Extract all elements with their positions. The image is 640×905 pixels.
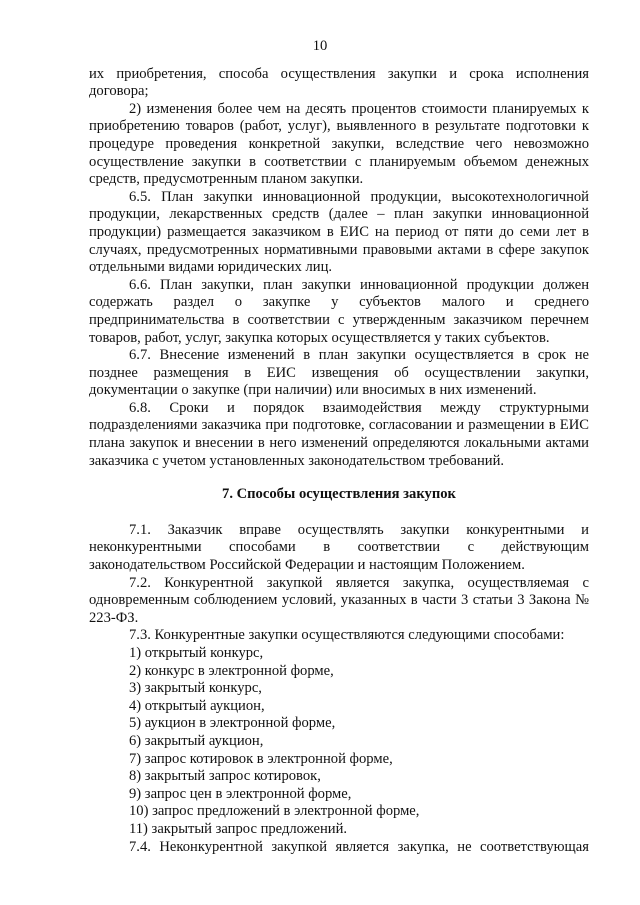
paragraph: 6.5. План закупки инновационной продукции, высокотехнологичной продукции, лекарственных средств (далее – план закупки инновационной продукции) размещается заказчиком в ЕИС на период от пяти до семи лет в случаях, предусмотренных нормативными правовыми актами в сфере закупок отдельными видами юридических лиц. [89,188,589,276]
list-item: 3) закрытый конкурс, [129,680,262,697]
paragraph: 2) изменения более чем на десять процентов стоимости планируемых к приобретению товаров (работ, услуг), выявленного в результате подготовки к процедуре проведения конкретной закупки, вследствие чего невозможно осуществление закупки в соответствии с планируемым объемом денежных средств, предусмотренным планом закупки. [89,100,589,188]
list-item: 5) аукцион в электронной форме, [129,715,336,732]
paragraph: 6.8. Сроки и порядок взаимодействия между структурными подразделениями заказчика при подготовке, согласовании и размещении в ЕИС плана закупок и внесении в него изменений определяются локальными актами заказчика с учетом установленных законодательством требований. [89,399,589,469]
list-item: 6) закрытый аукцион, [129,732,264,749]
list-item: 10) запрос предложений в электронной форме, [129,803,420,820]
list-item: 8) закрытый запрос котировок, [129,768,321,785]
paragraph: их приобретения, способа осуществления закупки и срока исполнения договора; [89,65,589,100]
list-item: 11) закрытый запрос предложений. [129,820,348,837]
paragraph: 6.7. Внесение изменений в план закупки осуществляется в срок не позднее размещения в ЕИС извещения об осуществлении закупки, документации о закупке (при наличии) или вносимых в них изменений. [89,347,589,399]
procurement-methods-list [89,645,589,839]
paragraph: 7.2. Конкурентной закупкой является закупка, осуществляемая с одновременным соблюдением условий, указанных в части 3 статьи 3 Закона № 223-ФЗ. [89,574,589,626]
paragraph: 7.4. Неконкурентной закупкой является закупка, не соответствующая [129,838,589,855]
paragraph: 7.1. Заказчик вправе осуществлять закупки конкурентными и неконкурентными способами в соответствии с действующим законодательством Российской Федерации и настоящим Положением. [89,521,589,574]
paragraphs-before [89,66,589,471]
list-item: 9) запрос цен в электронной форме, [129,785,352,802]
paragraph: 6.6. План закупки, план закупки инновационной продукции должен содержать раздел о закупке у субъектов малого и среднего предпринимательства в соответствии с утвержденным заказчиком перечнем товаров, работ, услуг, закупка которых осуществляется у таких субъектов. [89,276,589,346]
section-title: 7. Способы осуществления закупок [222,486,456,503]
paragraph: 7.3. Конкурентные закупки осуществляются следующими способами: [129,627,565,644]
list-item: 7) запрос котировок в электронной форме, [129,750,393,767]
page-number: 10 [312,38,328,54]
list-item: 4) открытый аукцион, [129,697,265,714]
list-item: 1) открытый конкурс, [129,645,264,661]
list-item: 2) конкурс в электронной форме, [129,662,334,679]
paragraphs-after [89,522,589,645]
